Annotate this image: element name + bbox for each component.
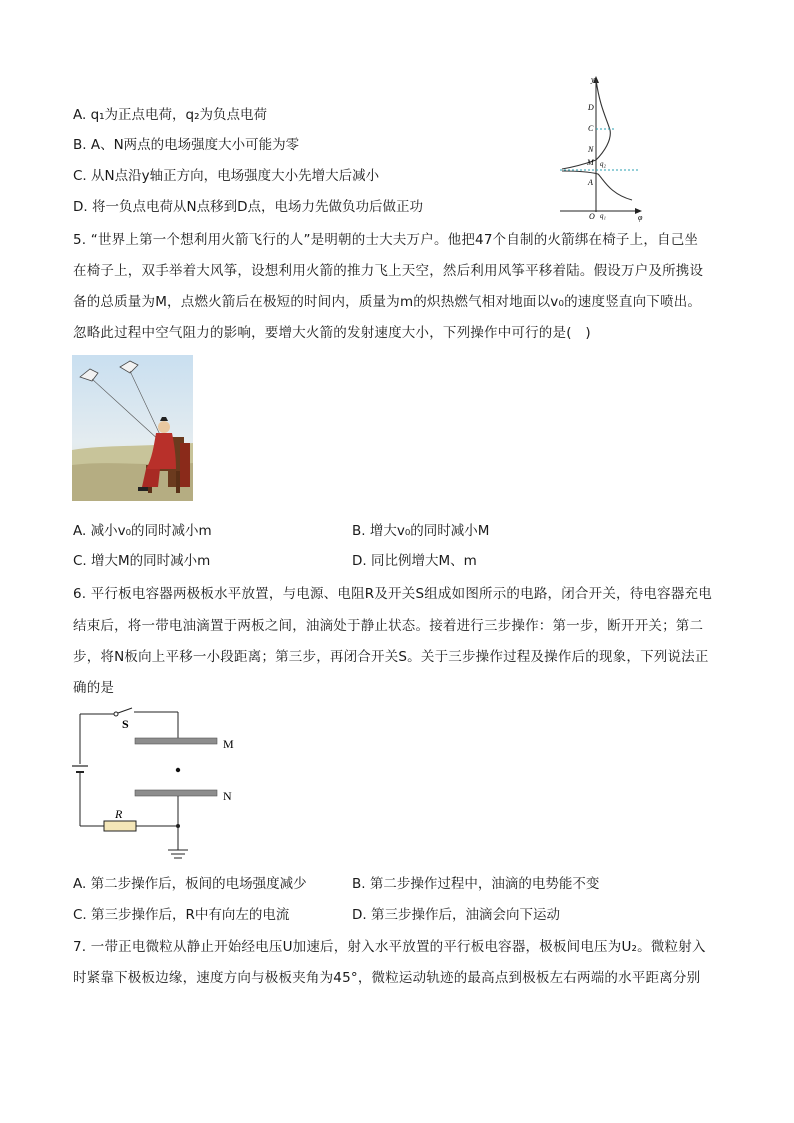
q4-option-a: A. q₁为正点电荷，q₂为负点电荷	[73, 107, 268, 123]
q4-option-d: D. 将一负点电荷从N点移到D点，电场力先做负功后做正功	[73, 199, 423, 215]
q4-option-b: B. A、N两点的电场强度大小可能为零	[73, 137, 300, 153]
label-q1: q₁	[600, 212, 606, 220]
q5-option-c: C. 增大M的同时减小m	[73, 553, 211, 569]
q5-line-3: 备的总质量为M，点燃火箭后在极短的时间内，质量为m的炽热燃气相对地面以v₀的速度竖直向下喷出。	[73, 294, 702, 310]
label-m: M	[223, 737, 234, 751]
q7-line-2: 时紧靠下极板边缘，速度方向与极板夹角为45°，微粒运动轨迹的最高点到极板左右两端的水平距离分别	[73, 970, 701, 986]
q6-option-c: C. 第三步操作后，R中有向左的电流	[73, 907, 290, 923]
label-d: D	[588, 103, 594, 112]
switch-blade	[118, 708, 132, 713]
q7-line-1: 7. 一带正电微粒从静止开始经电压U加速后，射入水平放置的平行板电容器，极板间电压为U₂。微粒射入	[73, 939, 706, 955]
label-r: R	[115, 807, 123, 821]
label-c: C	[588, 124, 594, 133]
switch-contact	[114, 712, 118, 716]
upper-curve	[562, 80, 610, 169]
q5-line-2: 在椅子上，双手举着大风筝，设想利用火箭的推力飞上天空，然后利用风筝平移着陆。假设万户及所携设	[73, 263, 704, 279]
potential-graph	[560, 72, 670, 222]
rocket-bundle	[180, 443, 190, 487]
label-n: N	[588, 145, 594, 154]
q6-line-4: 确的是	[73, 680, 115, 696]
q6-line-3: 步，将N板向上平移一小段距离；第三步，再闭合开关S。关于三步操作过程及操作后的现象，下列说法正	[73, 649, 709, 665]
plate-n	[135, 790, 217, 796]
junction-dot	[176, 824, 180, 828]
q6-option-d: D. 第三步操作后，油滴会向下运动	[352, 907, 560, 923]
wanhu-head	[158, 421, 170, 433]
label-q2: q₂	[600, 160, 606, 168]
q6-line-1: 6. 平行板电容器两极板水平放置，与电源、电阻R及开关S组成如图所示的电路，闭合开关，待电容器充电	[73, 586, 712, 602]
q6-option-b: B. 第二步操作过程中，油滴的电势能不变	[352, 876, 600, 892]
circuit-diagram	[68, 700, 248, 865]
label-m: M	[587, 158, 594, 167]
q5-option-a: A. 减小v₀的同时减小m	[73, 523, 212, 539]
wanhu-shoe	[138, 487, 148, 491]
label-a: A	[588, 178, 593, 187]
q5-option-b: B. 增大v₀的同时减小M	[352, 523, 490, 539]
oil-droplet	[176, 768, 180, 772]
label-o: O	[589, 212, 595, 221]
q5-line-4: 忽略此过程中空气阻力的影响，要增大火箭的发射速度大小，下列操作中可行的是( )	[73, 325, 591, 341]
label-y: y	[591, 75, 595, 84]
wanhu-illustration	[72, 355, 193, 501]
q5-option-d: D. 同比例增大M、m	[352, 553, 477, 569]
q4-option-c: C. 从N点沿y轴正方向，电场强度大小先增大后减小	[73, 168, 380, 184]
chair-leg-back	[176, 471, 180, 493]
label-n: N	[223, 789, 232, 803]
q5-line-1: 5. “世界上第一个想利用火箭飞行的人”是明朝的士大夫万户。他把47个自制的火箭绑在椅子上，自己坐	[73, 232, 699, 248]
plate-m	[135, 738, 217, 744]
label-phi: φ	[638, 213, 643, 222]
lower-curve	[562, 171, 632, 200]
q6-line-2: 结束后，将一带电油滴置于两板之间，油滴处于静止状态。接着进行三步操作：第一步，断开开关；第二	[73, 618, 704, 634]
resistor-r	[104, 821, 136, 831]
q6-option-a: A. 第二步操作后，板间的电场强度减少	[73, 876, 307, 892]
label-s: S	[122, 717, 129, 731]
